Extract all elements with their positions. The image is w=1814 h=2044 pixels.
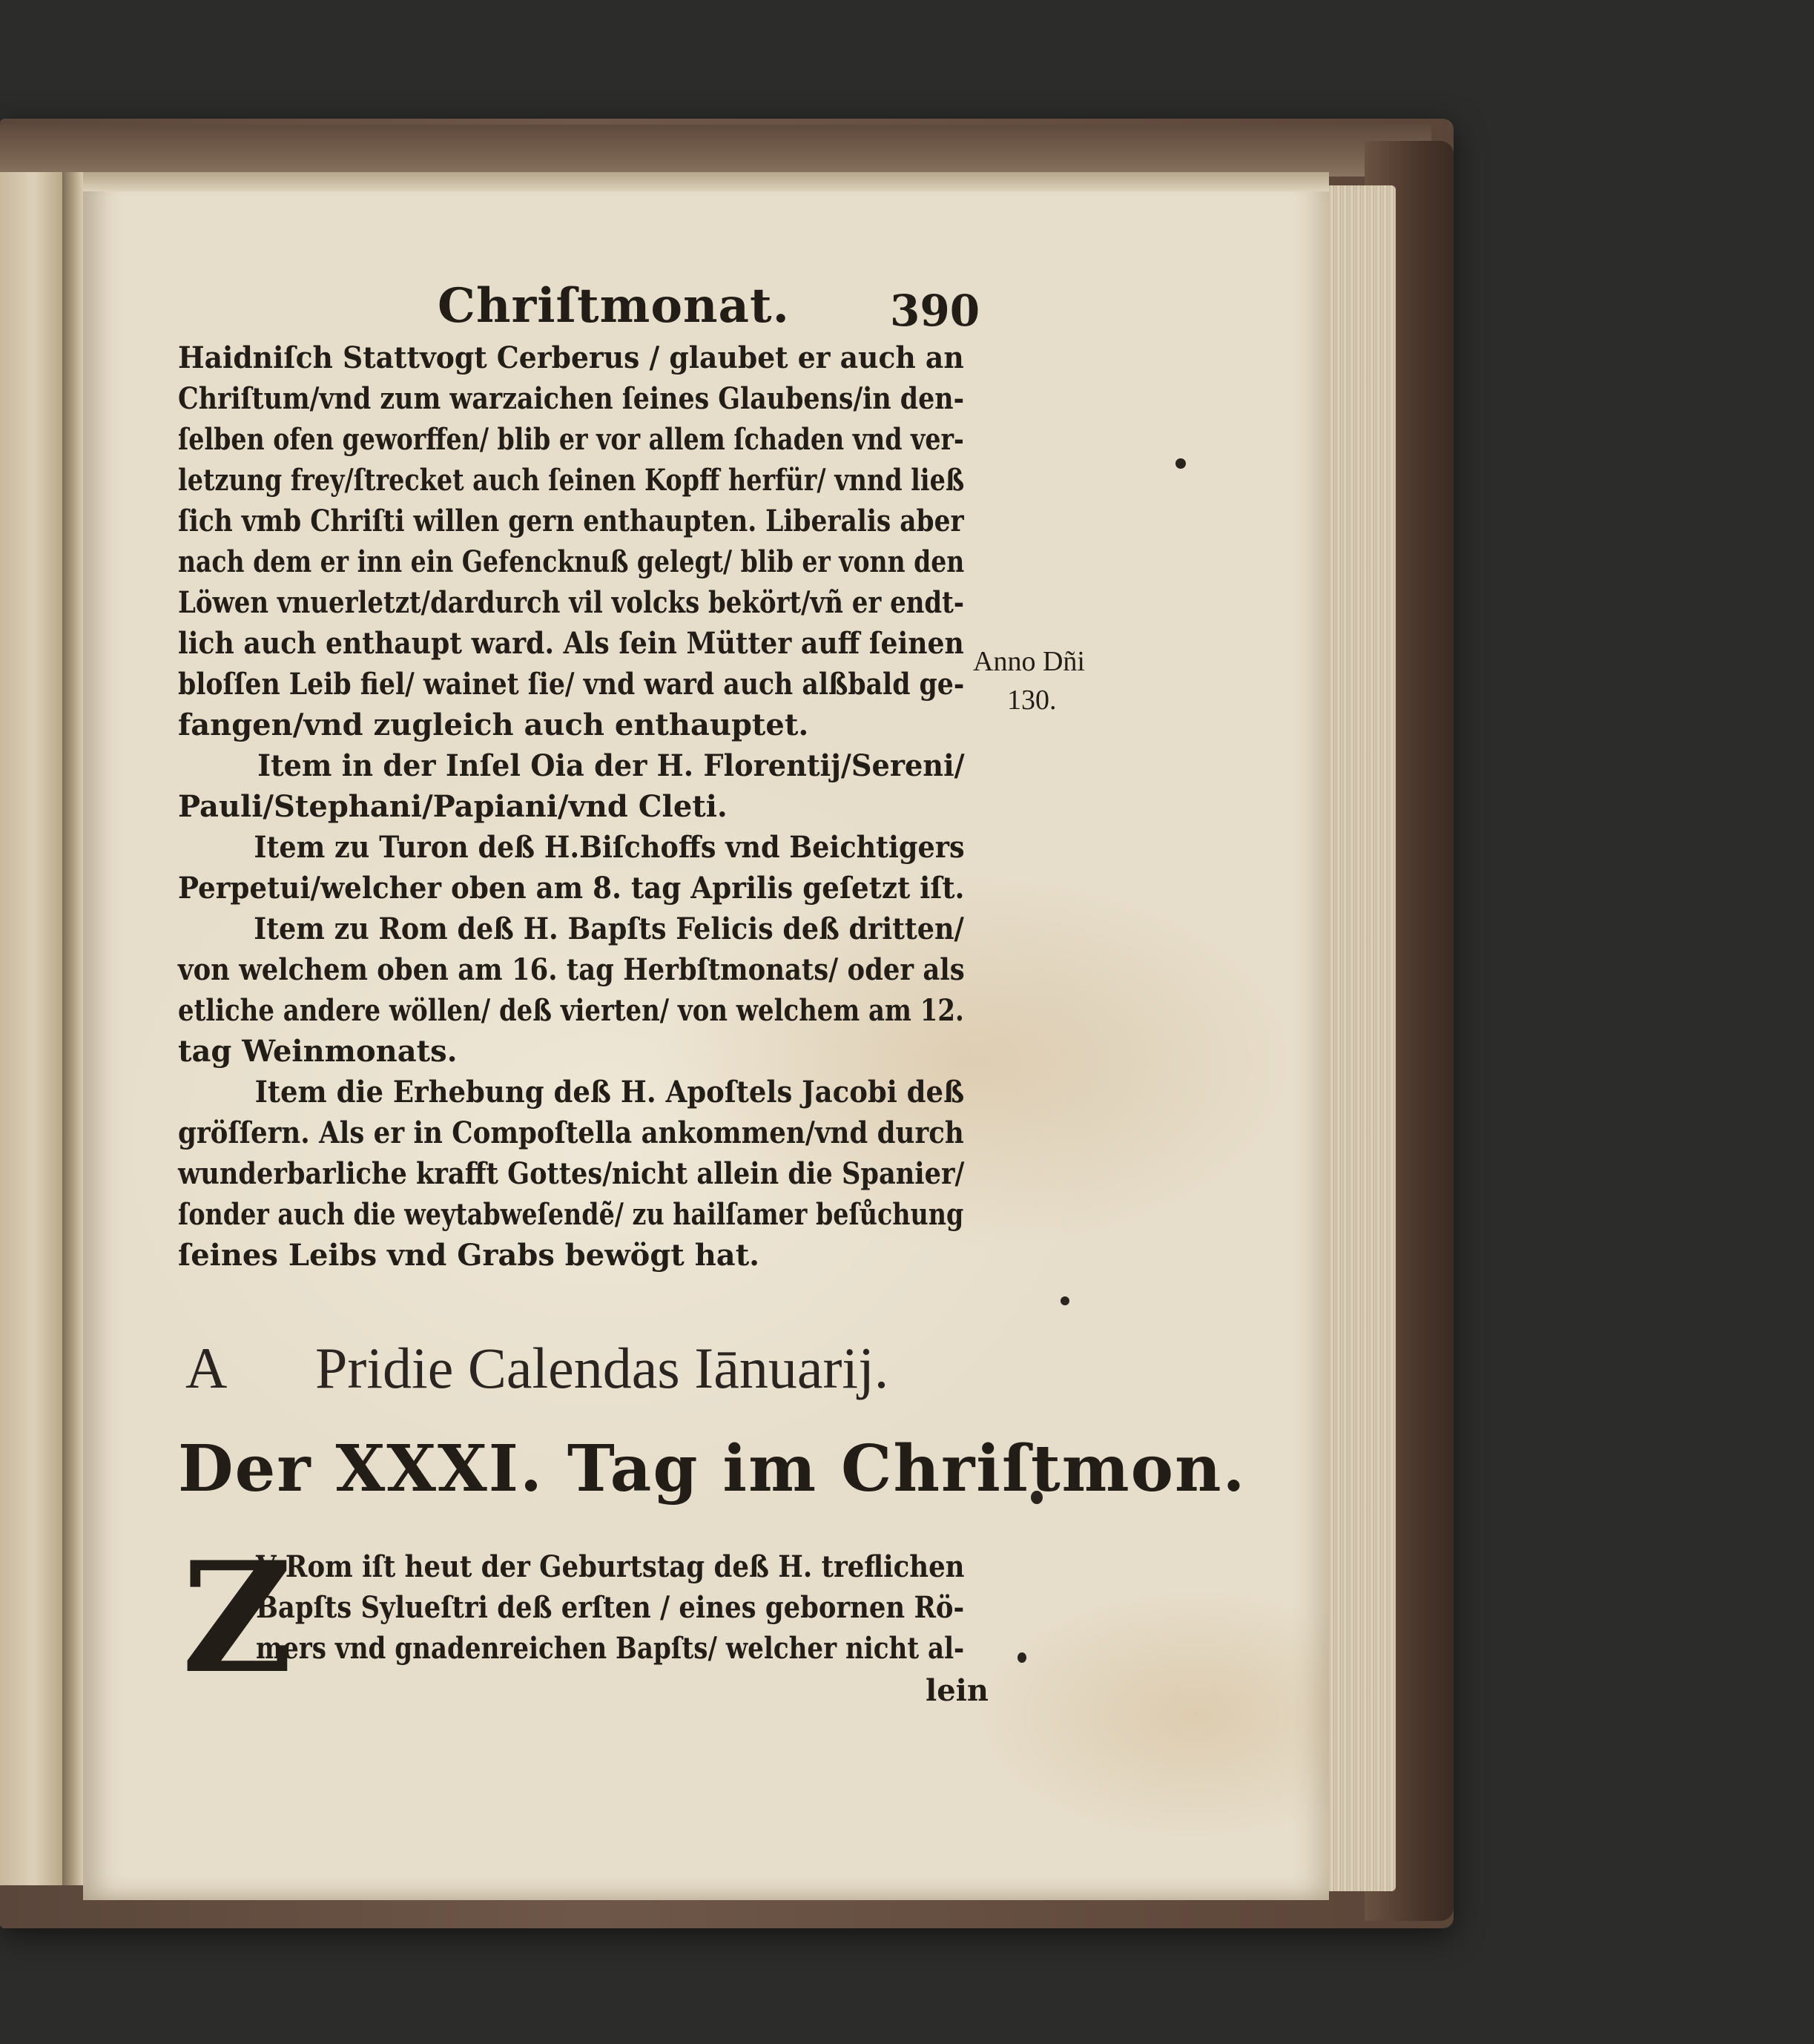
text-line: ſeines Leibs vnd Grabs bewögt hat. <box>178 1238 760 1273</box>
wormhole-spot <box>1175 458 1186 469</box>
text-line: Pauli/Stephani/Papiani/vnd Cleti. <box>178 789 728 824</box>
text-line: Löwen vnuerletzt/dardurch vil volcks bekört/vñ er endt- <box>178 585 964 620</box>
margin-note-line1: Anno Dñi <box>973 646 1085 677</box>
text-line: Item die Erhebung deß H. Apoſtels Jacobi deß <box>254 1075 965 1110</box>
text-line: fangen/vnd zugleich auch enthauptet. <box>178 708 809 742</box>
wormhole-spot <box>1018 1652 1026 1663</box>
text-line: tag Weinmonats. <box>178 1034 458 1069</box>
text-line: lich auch enthaupt ward. Als ſein Mütter auff ſeinen <box>178 626 964 661</box>
text-line: Item zu Turon deß H.Biſchoffs vnd Beichtigers <box>254 830 965 865</box>
book-gutter <box>62 172 83 1885</box>
text-line: ſelben ofen geworffen/ blib er vor allem ſchaden vnd ver- <box>178 422 964 457</box>
facing-page-edge <box>0 172 62 1885</box>
text-line: Perpetui/welcher oben am 8. tag Aprilis geſetzt iſt. <box>178 871 965 906</box>
margin-note-line2: 130. <box>1007 685 1057 716</box>
wormhole-spot <box>1061 1296 1069 1305</box>
cover-top-edge <box>0 125 1431 177</box>
running-head: Chriſtmonat. <box>438 278 790 334</box>
page-top-shadow <box>83 172 1329 191</box>
text-line: ſonder auch die weytabweſendẽ/ zu hailſamer beſůchung <box>178 1197 964 1232</box>
text-line: gröſſern. Als er in Compoſtella ankommen/vnd durch <box>178 1115 964 1150</box>
text-line: Item zu Rom deß H. Bapſts Felicis deß dritten/ <box>254 911 964 946</box>
catchword: lein <box>926 1673 989 1708</box>
calendar-rubric <box>185 1335 888 1402</box>
text-line: wunderbarliche krafft Gottes/nicht allein die Spanier/ <box>178 1156 965 1191</box>
text-line: Chriſtum/vnd zum warzaichen ſeines Glaubens/in den- <box>178 381 965 416</box>
text-line: von welchem oben am 16. tag Herbſtmonats/ oder als <box>178 952 965 987</box>
page-number: 390 <box>890 286 980 336</box>
text-line: bloſſen Leib fiel/ wainet ſie/ vnd ward auch alßbald ge- <box>178 667 965 702</box>
calendar-date: Pridie Calendas Iānuarij. <box>315 1336 889 1400</box>
text-line: etliche andere wöllen/ deß vierten/ von welchem am 12. <box>178 993 964 1028</box>
text-line: Item in der Inſel Oia der H. Florentij/Sereni/ <box>257 748 965 783</box>
text-line: letzung frey/ſtrecket auch ſeinen Kopff herfür/ vnnd ließ <box>178 463 965 498</box>
page-edges <box>1327 185 1396 1891</box>
text-line: ſich vmb Chriſti willen gern enthaupten. Liberalis aber <box>178 504 964 538</box>
text-line: mers vnd gnadenreichen Bapſts/ welcher nicht al- <box>256 1631 965 1666</box>
text-line: Haidniſch Stattvogt Cerberus / glaubet er auch an <box>178 340 964 375</box>
text-line: Bapſts Sylueſtri deß erſten / eines gebornen Rö- <box>256 1590 965 1625</box>
text-line: V Rom iſt heut der Geburtstag deß H. treflichen <box>256 1549 965 1584</box>
dominical-letter: A <box>185 1336 228 1400</box>
text-line: nach dem er inn ein Gefencknuß gelegt/ blib er vonn den <box>178 544 965 579</box>
drop-initial: Z <box>182 1529 293 1707</box>
day-heading: Der XXXI. Tag im Chriſtmon. <box>178 1431 1247 1506</box>
